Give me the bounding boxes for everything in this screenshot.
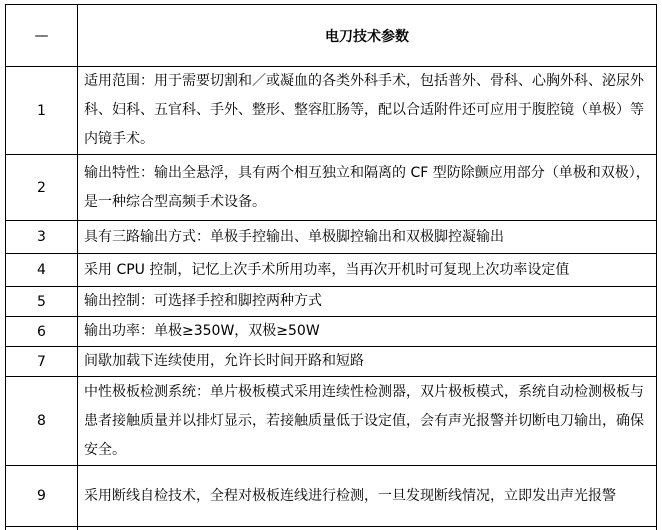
table-row <box>6 67 657 155</box>
table-row <box>6 155 657 221</box>
row-index: 2 <box>6 155 78 221</box>
row-index: 6 <box>6 317 78 347</box>
row-text: 间歇加载下连续使用，允许长时间开路和短路 <box>78 347 657 377</box>
table-header-row <box>6 5 657 67</box>
spec-table <box>5 4 657 527</box>
continuation-text-cell <box>78 518 657 530</box>
row-index: 5 <box>6 287 78 317</box>
table-row <box>6 317 657 347</box>
row-text: 适用范围：用于需要切割和／或凝血的各类外科手术，包括普外、骨科、心胸外科、泌尿外科、妇科、五官科、手外、整形、整容肛肠等，配以合适附件还可应用于腹腔镜（单极）等内镜手术。 <box>78 67 657 155</box>
row-text: 输出特性：输出全悬浮，具有两个相互独立和隔离的 CF 型防除颤应用部分（单极和双极），是一种综合型高频手术设备。 <box>78 155 657 221</box>
table-continuation <box>5 518 657 530</box>
table-row <box>6 287 657 317</box>
row-text: 输出控制：可选择手控和脚控两种方式 <box>78 287 657 317</box>
row-index: 8 <box>6 377 78 466</box>
row-index: 7 <box>6 347 78 377</box>
table-row <box>6 377 657 466</box>
table-row <box>6 347 657 377</box>
continuation-index-cell <box>5 518 78 530</box>
row-text: 采用 CPU 控制，记忆上次手术所用功率，当再次开机时可复现上次功率设定值 <box>78 254 657 287</box>
row-text: 具有三路输出方式：单极手控输出、单极脚控输出和双极脚控凝输出 <box>78 221 657 254</box>
row-text: 输出功率：单极≥350W，双极≥50W <box>78 317 657 347</box>
row-text: 采用断线自检技术，全程对极板连线进行检测，一旦发现断线情况，立即发出声光报警 <box>78 466 657 527</box>
row-index: 9 <box>6 466 78 527</box>
row-index: 4 <box>6 254 78 287</box>
header-index-cell: — <box>6 5 78 67</box>
row-index: 3 <box>6 221 78 254</box>
row-index: 1 <box>6 67 78 155</box>
table-row <box>6 221 657 254</box>
table-row <box>6 254 657 287</box>
row-text: 中性极板检测系统：单片极板模式采用连续性检测器，双片极板模式，系统自动检测极板与患者接触质量并以排灯显示，若接触质量低于设定值，会有声光报警并切断电刀输出，确保安全。 <box>78 377 657 466</box>
table-title: 电刀技术参数 <box>78 5 657 67</box>
